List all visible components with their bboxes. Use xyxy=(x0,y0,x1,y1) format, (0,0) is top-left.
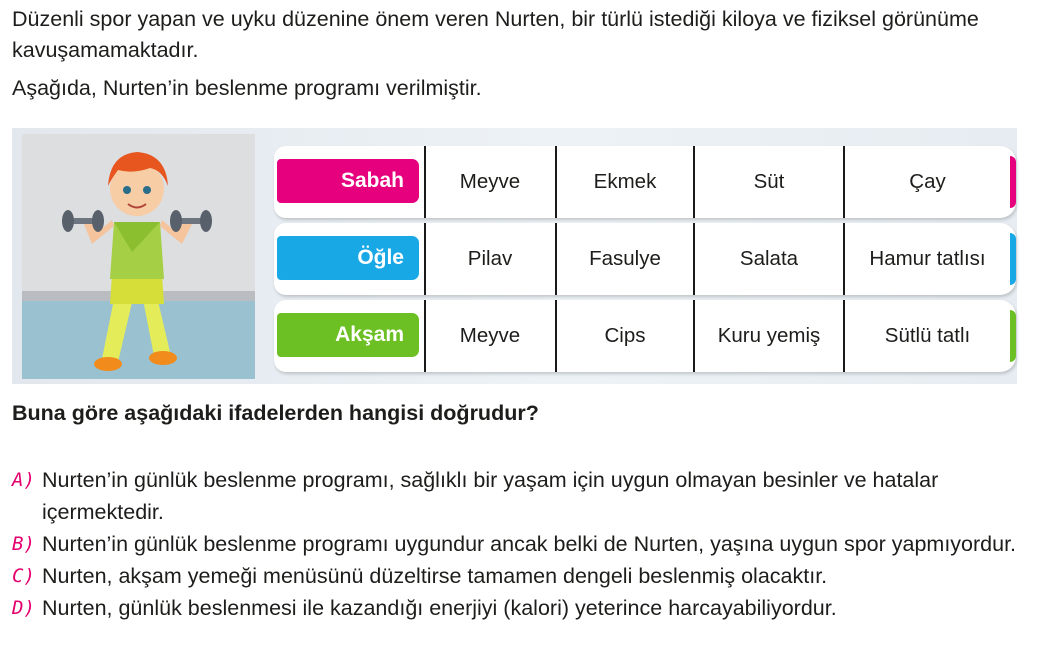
option-text: Nurten, günlük beslenmesi ile kazandığı enerjiyi (kalori) yeterince harcayabiliyordur. xyxy=(42,596,837,620)
option-d[interactable] xyxy=(12,592,1024,624)
food-cell: Çay xyxy=(909,170,946,193)
intro-paragraph-1: Düzenli spor yapan ve uyku düzenine önem veren Nurten, bir türlü istediği kiloya ve fiziksel görünüme kavuşamamaktadır. xyxy=(12,7,979,62)
food-cell: Kuru yemiş xyxy=(717,324,821,347)
question-text: Buna göre aşağıdaki ifadelerden hangisi doğrudur? xyxy=(12,401,539,425)
meal-row-dinner xyxy=(274,300,1016,372)
answer-options xyxy=(12,464,1024,624)
option-letter: D) xyxy=(12,597,35,619)
row-tab-breakfast xyxy=(1010,156,1016,208)
nutrition-program-panel xyxy=(12,128,1017,384)
option-text: Nurten, akşam yemeği menüsünü düzeltirse tamamen dengeli beslenmiş olacaktır. xyxy=(42,564,828,588)
food-cell: Sütlü tatlı xyxy=(884,324,971,347)
food-cell: Fasulye xyxy=(589,247,661,270)
food-cell: Hamur tatlısı xyxy=(869,247,986,270)
intro-paragraph-2: Aşağıda, Nurten’in beslenme programı verilmiştir. xyxy=(12,76,482,100)
food-cell: Ekmek xyxy=(593,170,657,193)
row-tab-dinner xyxy=(1010,310,1016,362)
option-b[interactable] xyxy=(12,528,1024,560)
option-letter: C) xyxy=(12,565,35,587)
option-text: Nurten’in günlük beslenme programı uygundur ancak belki de Nurten, yaşına uygun spor yapmıyordur. xyxy=(42,532,1017,556)
option-text: Nurten’in günlük beslenme programı, sağlıklı bir yaşam için uygun olmayan besinler ve hatalar içermektedir. xyxy=(42,468,939,524)
meal-label-dinner: Akşam xyxy=(277,313,419,357)
food-cell: Pilav xyxy=(467,247,513,270)
meal-label-lunch: Öğle xyxy=(277,236,419,280)
girl-exercising-illustration xyxy=(22,134,255,379)
meal-row-lunch xyxy=(274,223,1016,295)
option-letter: B) xyxy=(12,533,35,555)
food-cell: Salata xyxy=(739,247,799,270)
option-a[interactable] xyxy=(12,464,1024,528)
intro-text xyxy=(12,4,1027,104)
option-letter: A) xyxy=(12,469,35,491)
food-cell: Meyve xyxy=(459,324,521,347)
meal-label-breakfast: Sabah xyxy=(277,159,419,203)
food-cell: Süt xyxy=(753,170,785,193)
meal-row-breakfast xyxy=(274,146,1016,218)
row-tab-lunch xyxy=(1010,233,1016,285)
option-c[interactable] xyxy=(12,560,1024,592)
food-cell: Cips xyxy=(604,324,646,347)
food-cell: Meyve xyxy=(459,170,521,193)
